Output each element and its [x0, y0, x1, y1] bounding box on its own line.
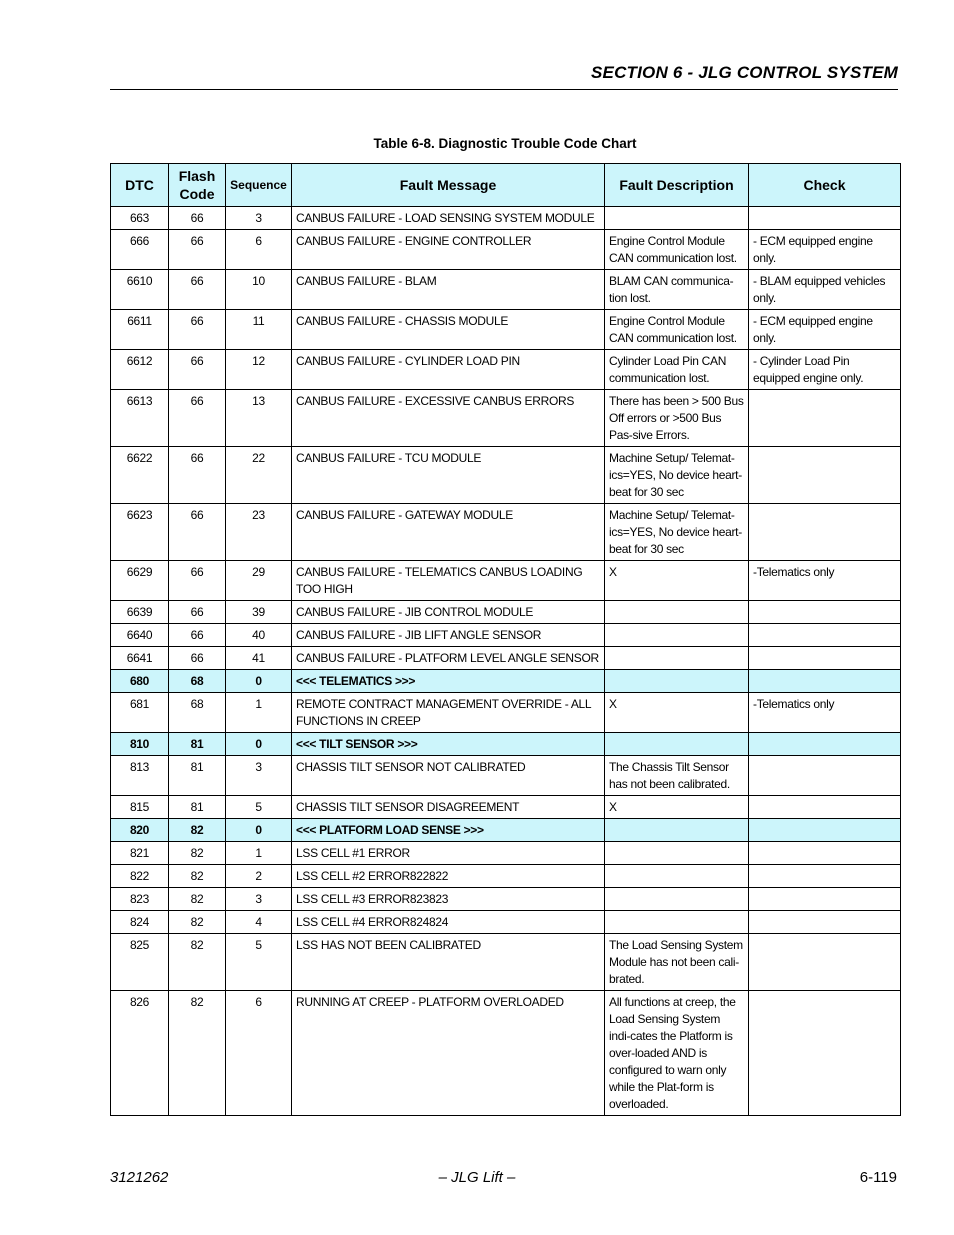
section-row: [111, 819, 901, 842]
check-cell: [749, 865, 901, 888]
flash-code-cell: 66: [169, 504, 226, 561]
table-row: [111, 504, 901, 561]
sequence-cell: 3: [226, 888, 292, 911]
fault-message-cell: CANBUS FAILURE - TELEMATICS CANBUS LOADING TOO HIGH: [292, 561, 605, 601]
table-row: [111, 796, 901, 819]
sequence-cell: 11: [226, 310, 292, 350]
dtc-cell: 6629: [111, 561, 169, 601]
table-row: [111, 350, 901, 390]
table-row: [111, 447, 901, 504]
check-cell: [749, 447, 901, 504]
dtc-cell: 821: [111, 842, 169, 865]
sequence-cell: 22: [226, 447, 292, 504]
fault-description-cell: Engine Control Module CAN communication lost.: [605, 230, 749, 270]
fault-message-cell: CANBUS FAILURE - CHASSIS MODULE: [292, 310, 605, 350]
table-row: [111, 991, 901, 1116]
check-cell: -Telematics only: [749, 561, 901, 601]
fault-description-cell: There has been > 500 Bus Off errors or >500 Bus Pas-sive Errors.: [605, 390, 749, 447]
sequence-cell: 1: [226, 842, 292, 865]
check-cell: - ECM equipped engine only.: [749, 310, 901, 350]
flash-code-cell: 66: [169, 601, 226, 624]
table-row: [111, 310, 901, 350]
table-row: [111, 934, 901, 991]
sequence-cell: 29: [226, 561, 292, 601]
fault-message-cell: RUNNING AT CREEP - PLATFORM OVERLOADED: [292, 991, 605, 1116]
table-row: [111, 624, 901, 647]
fault-description-cell: Machine Setup/ Telemat-ics=YES, No device heart-beat for 30 sec: [605, 447, 749, 504]
col-header-fault-description: Fault Description: [605, 164, 749, 207]
dtc-cell: 824: [111, 911, 169, 934]
col-header-fault-message: Fault Message: [292, 164, 605, 207]
fault-description-cell: [605, 733, 749, 756]
flash-code-cell: 66: [169, 647, 226, 670]
col-header-flash-code: [169, 164, 226, 207]
table-row: [111, 842, 901, 865]
dtc-cell: 6610: [111, 270, 169, 310]
fault-message-cell: <<< TILT SENSOR >>>: [292, 733, 605, 756]
footer-page-number: 6-119: [859, 1169, 897, 1186]
dtc-cell: 663: [111, 207, 169, 230]
fault-message-cell: LSS CELL #4 ERROR824824: [292, 911, 605, 934]
check-cell: - BLAM equipped vehicles only.: [749, 270, 901, 310]
fault-description-cell: [605, 647, 749, 670]
fault-description-cell: [605, 207, 749, 230]
sequence-cell: 12: [226, 350, 292, 390]
check-cell: [749, 390, 901, 447]
fault-description-cell: X: [605, 796, 749, 819]
fault-description-cell: [605, 842, 749, 865]
fault-message-cell: CANBUS FAILURE - JIB CONTROL MODULE: [292, 601, 605, 624]
dtc-cell: 6612: [111, 350, 169, 390]
dtc-cell: 666: [111, 230, 169, 270]
fault-message-cell: CANBUS FAILURE - PLATFORM LEVEL ANGLE SENSOR: [292, 647, 605, 670]
check-cell: [749, 624, 901, 647]
header-divider: [110, 89, 898, 90]
flash-code-cell: 82: [169, 819, 226, 842]
fault-description-cell: BLAM CAN communica-tion lost.: [605, 270, 749, 310]
table-row: [111, 561, 901, 601]
sequence-cell: 41: [226, 647, 292, 670]
fault-message-cell: CHASSIS TILT SENSOR NOT CALIBRATED: [292, 756, 605, 796]
dtc-cell: 823: [111, 888, 169, 911]
table-caption: Table 6-8. Diagnostic Trouble Code Chart: [373, 136, 637, 151]
table-row: [111, 230, 901, 270]
fault-message-cell: CANBUS FAILURE - CYLINDER LOAD PIN: [292, 350, 605, 390]
flash-code-cell: 81: [169, 733, 226, 756]
dtc-cell: 6640: [111, 624, 169, 647]
check-cell: [749, 819, 901, 842]
fault-message-cell: <<< TELEMATICS >>>: [292, 670, 605, 693]
flash-code-cell: 66: [169, 350, 226, 390]
fault-description-cell: The Chassis Tilt Sensor has not been calibrated.: [605, 756, 749, 796]
fault-message-cell: CANBUS FAILURE - GATEWAY MODULE: [292, 504, 605, 561]
dtc-cell: 6622: [111, 447, 169, 504]
dtc-cell: 825: [111, 934, 169, 991]
flash-code-cell: 82: [169, 991, 226, 1116]
check-cell: [749, 911, 901, 934]
check-cell: [749, 991, 901, 1116]
dtc-cell: 681: [111, 693, 169, 733]
fault-description-cell: Machine Setup/ Telemat-ics=YES, No device heart-beat for 30 sec: [605, 504, 749, 561]
col-header-dtc: DTC: [111, 164, 169, 207]
fault-message-cell: LSS CELL #2 ERROR822822: [292, 865, 605, 888]
table-row: [111, 207, 901, 230]
fault-description-cell: [605, 888, 749, 911]
check-cell: [749, 733, 901, 756]
flash-code-cell: 66: [169, 561, 226, 601]
fault-message-cell: CANBUS FAILURE - LOAD SENSING SYSTEM MODULE: [292, 207, 605, 230]
check-cell: [749, 601, 901, 624]
fault-description-cell: X: [605, 693, 749, 733]
sequence-cell: 4: [226, 911, 292, 934]
fault-description-cell: X: [605, 561, 749, 601]
sequence-cell: 3: [226, 756, 292, 796]
flash-code-cell: 82: [169, 888, 226, 911]
flash-code-cell: 66: [169, 624, 226, 647]
fault-message-cell: CANBUS FAILURE - ENGINE CONTROLLER: [292, 230, 605, 270]
fault-message-cell: CHASSIS TILT SENSOR DISAGREEMENT: [292, 796, 605, 819]
flash-code-cell: 66: [169, 270, 226, 310]
check-cell: [749, 796, 901, 819]
flash-code-cell: 66: [169, 310, 226, 350]
fault-message-cell: REMOTE CONTRACT MANAGEMENT OVERRIDE - ALL FUNCTIONS IN CREEP: [292, 693, 605, 733]
dtc-cell: 6641: [111, 647, 169, 670]
fault-message-cell: LSS HAS NOT BEEN CALIBRATED: [292, 934, 605, 991]
sequence-cell: 0: [226, 733, 292, 756]
flash-code-cell: 68: [169, 693, 226, 733]
fault-message-cell: CANBUS FAILURE - BLAM: [292, 270, 605, 310]
table-row: [111, 693, 901, 733]
dtc-cell: 810: [111, 733, 169, 756]
sequence-cell: 1: [226, 693, 292, 733]
dtc-cell: 820: [111, 819, 169, 842]
fault-description-cell: [605, 624, 749, 647]
sequence-cell: 0: [226, 670, 292, 693]
fault-description-cell: [605, 865, 749, 888]
dtc-table: [110, 163, 901, 1116]
fault-message-cell: CANBUS FAILURE - JIB LIFT ANGLE SENSOR: [292, 624, 605, 647]
check-cell: [749, 842, 901, 865]
sequence-cell: 5: [226, 796, 292, 819]
check-cell: [749, 207, 901, 230]
fault-description-cell: [605, 911, 749, 934]
fault-description-cell: Engine Control Module CAN communication lost.: [605, 310, 749, 350]
section-row: [111, 670, 901, 693]
sequence-cell: 10: [226, 270, 292, 310]
dtc-table-body: [111, 207, 901, 1116]
flash-code-cell: 68: [169, 670, 226, 693]
col-header-flash-line2: Code: [179, 186, 215, 202]
section-row: [111, 733, 901, 756]
sequence-cell: 6: [226, 991, 292, 1116]
col-header-flash-line1: Flash: [178, 168, 216, 184]
fault-message-cell: LSS CELL #1 ERROR: [292, 842, 605, 865]
table-row: [111, 911, 901, 934]
dtc-cell: 826: [111, 991, 169, 1116]
fault-message-cell: CANBUS FAILURE - EXCESSIVE CANBUS ERRORS: [292, 390, 605, 447]
table-row: [111, 888, 901, 911]
fault-message-cell: LSS CELL #3 ERROR823823: [292, 888, 605, 911]
sequence-cell: 40: [226, 624, 292, 647]
table-header-row: [111, 164, 901, 207]
check-cell: [749, 647, 901, 670]
sequence-cell: 2: [226, 865, 292, 888]
fault-description-cell: [605, 670, 749, 693]
sequence-cell: 6: [226, 230, 292, 270]
table-row: [111, 601, 901, 624]
fault-description-cell: [605, 601, 749, 624]
dtc-cell: 822: [111, 865, 169, 888]
fault-description-cell: [605, 819, 749, 842]
flash-code-cell: 81: [169, 796, 226, 819]
fault-description-cell: All functions at creep, the Load Sensing System indi-cates the Platform is over-loaded AND is configured to warn only while the Plat-form is overloaded.: [605, 991, 749, 1116]
dtc-cell: 815: [111, 796, 169, 819]
col-header-check: Check: [749, 164, 901, 207]
check-cell: [749, 504, 901, 561]
table-row: [111, 647, 901, 670]
sequence-cell: 0: [226, 819, 292, 842]
sequence-cell: 39: [226, 601, 292, 624]
fault-message-cell: <<< PLATFORM LOAD SENSE >>>: [292, 819, 605, 842]
table-row: [111, 390, 901, 447]
flash-code-cell: 66: [169, 390, 226, 447]
check-cell: -Telematics only: [749, 693, 901, 733]
dtc-cell: 6611: [111, 310, 169, 350]
fault-message-cell: CANBUS FAILURE - TCU MODULE: [292, 447, 605, 504]
sequence-cell: 5: [226, 934, 292, 991]
flash-code-cell: 66: [169, 207, 226, 230]
check-cell: - Cylinder Load Pin equipped engine only.: [749, 350, 901, 390]
flash-code-cell: 82: [169, 865, 226, 888]
flash-code-cell: 81: [169, 756, 226, 796]
fault-description-cell: The Load Sensing System Module has not been cali-brated.: [605, 934, 749, 991]
sequence-cell: 23: [226, 504, 292, 561]
sequence-cell: 13: [226, 390, 292, 447]
dtc-cell: 6623: [111, 504, 169, 561]
flash-code-cell: 66: [169, 447, 226, 504]
dtc-cell: 680: [111, 670, 169, 693]
footer-brand: – JLG Lift –: [438, 1169, 516, 1186]
check-cell: [749, 670, 901, 693]
dtc-cell: 6639: [111, 601, 169, 624]
check-cell: [749, 888, 901, 911]
table-row: [111, 865, 901, 888]
section-title: SECTION 6 - JLG CONTROL SYSTEM: [591, 63, 898, 82]
check-cell: [749, 756, 901, 796]
flash-code-cell: 82: [169, 842, 226, 865]
footer-doc-number: 3121262: [110, 1169, 169, 1186]
flash-code-cell: 66: [169, 230, 226, 270]
fault-description-cell: Cylinder Load Pin CAN communication lost.: [605, 350, 749, 390]
dtc-cell: 6613: [111, 390, 169, 447]
table-row: [111, 270, 901, 310]
col-header-sequence: Sequence: [226, 164, 292, 207]
flash-code-cell: 82: [169, 934, 226, 991]
check-cell: - ECM equipped engine only.: [749, 230, 901, 270]
dtc-cell: 813: [111, 756, 169, 796]
sequence-cell: 3: [226, 207, 292, 230]
check-cell: [749, 934, 901, 991]
table-row: [111, 756, 901, 796]
flash-code-cell: 82: [169, 911, 226, 934]
